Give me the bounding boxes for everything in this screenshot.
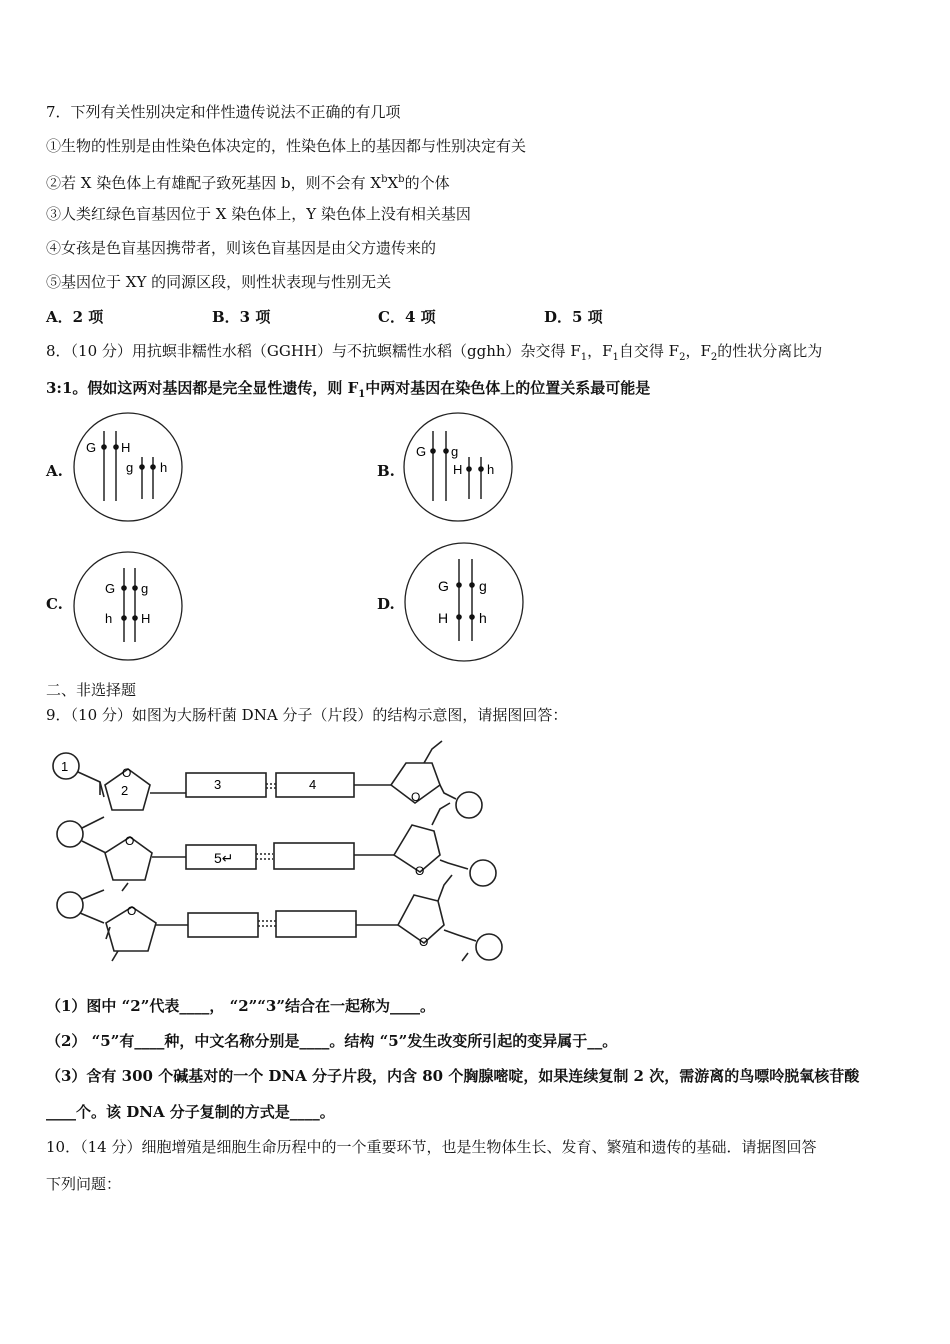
phosphate-circle: [470, 860, 496, 886]
cell-diagram-c: [72, 550, 184, 662]
gene-label-h: h: [160, 460, 168, 475]
gene-label-h: h: [479, 610, 487, 626]
label-1: 1: [61, 759, 69, 774]
cell-diagram-b: [402, 411, 514, 523]
q7-item-2-text: ②若 X 染色体上有雄配子致死基因 b，则不会有: [46, 174, 366, 192]
label-oxygen: O: [415, 864, 425, 878]
q7-item-4: ④女孩是色盲基因携带者，则该色盲基因是由父方遗传来的: [46, 239, 437, 257]
cell-diagram-a: [72, 411, 184, 523]
gene-label-H: H: [121, 440, 131, 455]
label-oxygen: O: [122, 766, 132, 780]
label-oxygen: O: [127, 904, 137, 918]
q7-item-5: ⑤基因位于 XY 的同源区段，则性状表现与性别无关: [46, 273, 392, 291]
q8-option-b-label: B.: [377, 462, 395, 480]
base-box: [276, 911, 356, 937]
q7-item-2-tail: 的个体: [404, 174, 450, 192]
section-heading: 二、非选择题: [46, 681, 137, 699]
gene-label-g: g: [141, 581, 149, 596]
q9-sub-3-line1: （3）含有 300 个碱基对的一个 DNA 分子片段，内含 80 个胸腺嘧啶，如果连续复制 2 次，需游离的鸟嘌呤脱氧核苷酸: [46, 1067, 860, 1085]
q10-stem-line2: 下列问题：: [46, 1175, 122, 1193]
gene-label-G: G: [438, 578, 449, 594]
gene-label-h: h: [487, 462, 495, 477]
q7-item-1: ①生物的性别是由性染色体决定的，性染色体上的基因都与性别决定有关: [46, 137, 527, 155]
q8-option-c-label: C.: [46, 595, 63, 613]
q7-stem: 7．下列有关性别决定和伴性遗传说法不正确的有几项: [46, 103, 401, 121]
gene-label-H: H: [438, 610, 449, 626]
gene-label-G: G: [105, 581, 116, 596]
label-3: 3: [214, 777, 222, 792]
base-box: [274, 843, 354, 869]
phosphate-circle: [57, 892, 83, 918]
dna-structure-diagram: [48, 735, 508, 970]
q7-item-2: [46, 170, 450, 193]
gene-label-h: h: [105, 611, 113, 626]
q7-option-a: A．2 项: [46, 308, 104, 326]
q8-option-d-label: D.: [377, 595, 395, 613]
q9-stem: 9．（10 分）如图为大肠杆菌 DNA 分子（片段）的结构示意图，请据图回答：: [46, 706, 568, 724]
label-oxygen: O: [419, 935, 429, 949]
q7-item-3: ③人类红绿色盲基因位于 X 染色体上，Y 染色体上没有相关基因: [46, 205, 471, 223]
label-2: 2: [121, 783, 129, 798]
label-oxygen: O: [411, 790, 421, 804]
base-box: [188, 913, 258, 937]
gene-label-H: H: [453, 462, 463, 477]
phosphate-circle: [456, 792, 482, 818]
label-oxygen: O: [125, 834, 135, 848]
phosphate-circle: [476, 934, 502, 960]
q8-stem-line1: 8．（10 分）用抗螟非糯性水稻（GGHH）与不抗螟糯性水稻（gghh）杂交得 $F_1$，$F_1$自交得 $F_2$，$F_2$的性状分离比为: [46, 342, 823, 363]
gene-label-G: G: [416, 444, 427, 459]
q8-option-a-label: A.: [46, 462, 63, 480]
gene-label-g: g: [479, 578, 487, 594]
gene-label-G: G: [86, 440, 97, 455]
q9-sub-1: （1）图中 “2”代表____， “2”“3”结合在一起称为____。: [46, 997, 435, 1015]
q7-option-b: B．3 项: [212, 308, 271, 326]
q10-stem-line1: 10．（14 分）细胞增殖是细胞生命历程中的一个重要环节，也是生物体生长、发育、繁殖和遗传的基础．请据图回答: [46, 1138, 817, 1156]
cell-diagram-d: [403, 541, 525, 663]
q7-option-c: C．4 项: [378, 308, 436, 326]
label-5: 5↵: [214, 850, 234, 866]
q9-sub-3-line2: ____个。该 DNA 分子复制的方式是____。: [46, 1103, 335, 1121]
base-box-3: [186, 773, 266, 797]
q7-option-d: D．5 项: [544, 308, 603, 326]
q9-sub-2: （2） “5”有____种，中文名称分别是____。结构 “5”发生改变所引起的变异属于__。: [46, 1032, 618, 1050]
q8-stem-line2: 3:1。假如这两对基因都是完全显性遗传，则 $F_1$中两对基因在染色体上的位置关系最可能是: [46, 379, 651, 400]
gene-label-g: g: [126, 460, 134, 475]
gene-label-g: g: [451, 444, 459, 459]
phosphate-circle: [57, 821, 83, 847]
q7-item-2-genotype: $X^bX^b$: [370, 174, 405, 192]
label-4: 4: [309, 777, 317, 792]
gene-label-H: H: [141, 611, 151, 626]
